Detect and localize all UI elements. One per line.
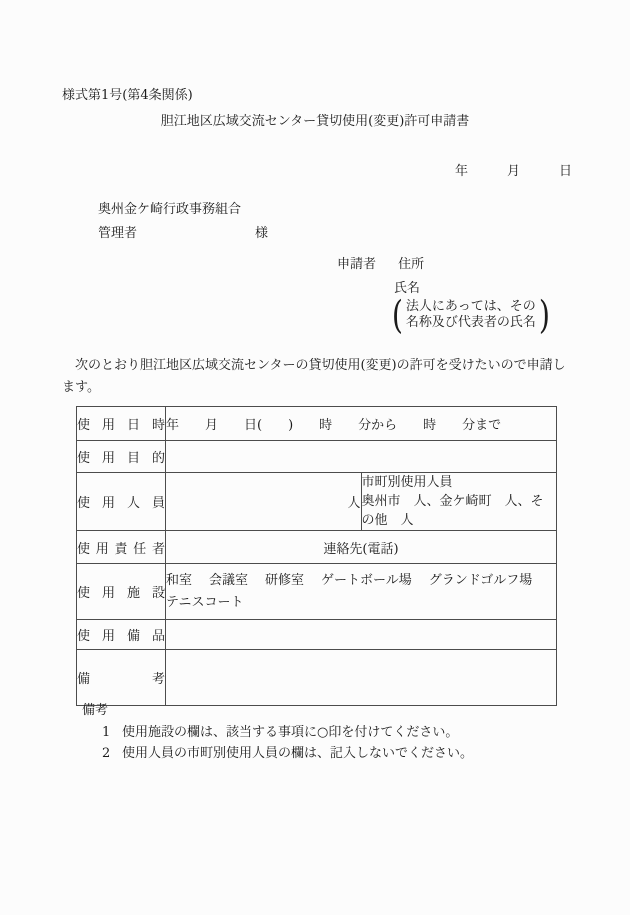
table-row-attendees [77, 473, 557, 531]
table-row-equipment [77, 620, 557, 650]
addressee-role: 管理者 [98, 226, 138, 241]
applicant-address-label: 住所 [398, 257, 425, 272]
row-label-responsible: 使用責任者 [77, 531, 166, 564]
application-table [76, 406, 557, 706]
corporate-note [390, 293, 552, 337]
corporate-note-lines [405, 299, 537, 331]
facility-option-kenshushitsu: 研修室 [265, 573, 305, 588]
addressee-honorific: 様 [254, 226, 268, 241]
row-label-attendees: 使用人員 [77, 473, 166, 531]
table-row-responsible [77, 531, 557, 564]
note-number-2: 2 [102, 746, 111, 761]
row-value-responsible: 連絡先(電話) [166, 531, 557, 564]
facilities-options [166, 571, 556, 612]
facility-option-gateball: ゲートボール場 [321, 573, 412, 588]
row-value-remarks [166, 650, 557, 706]
row-value-purpose [166, 441, 557, 473]
table-row-remarks [77, 650, 557, 706]
note-text-2: 使用人員の市町別使用人員の欄は、記入しないでください。 [122, 746, 474, 761]
row-value-equipment [166, 620, 557, 650]
request-statement: 次のとおり胆江地区広域交流センターの貸切使用(変更)の許可を受けたいので申請します。 [62, 358, 566, 395]
row-value-facilities [166, 564, 557, 620]
applicant-block [337, 253, 552, 337]
table-row-purpose [77, 441, 557, 473]
attendees-count-cell: 人 [166, 473, 362, 531]
row-label-purpose: 使用目的 [77, 441, 166, 473]
applicant-address-row [337, 253, 552, 272]
open-paren: ( [391, 293, 403, 337]
row-label-remarks: 備考 [77, 650, 166, 706]
applicant-name-label: 氏名 [394, 281, 421, 296]
notes-heading: 備考 [82, 703, 109, 718]
note-item-1 [102, 722, 473, 744]
corporate-note-line2: 名称及び代表者の氏名 [405, 315, 536, 330]
document-title: 胆江地区広域交流センター貸切使用(変更)許可申請書 [160, 114, 470, 129]
note-number-1: 1 [102, 724, 111, 740]
note-item-2 [102, 743, 473, 765]
form-number: 様式第1号(第4条関係) [62, 88, 193, 103]
footer-notes [82, 700, 473, 765]
addressee-role-row [98, 222, 268, 246]
row-label-datetime: 使用日時 [77, 407, 166, 441]
facility-option-washitsu: 和室 [166, 573, 193, 588]
table-row-facilities [77, 564, 557, 620]
attendees-breakdown-detail: 奥州市 人、金ケ崎町 人、その他 人 [361, 494, 544, 528]
note-text-1: 使用施設の欄は、該当する事項に○印を付けてください。 [122, 724, 459, 740]
table-row-datetime [77, 407, 557, 441]
close-paren: ) [538, 293, 550, 337]
date-line: 年 月 日 [455, 164, 573, 179]
attendees-breakdown-title: 市町別使用人員 [361, 475, 453, 490]
row-label-equipment: 使用備品 [77, 620, 166, 650]
row-label-facilities: 使用施設 [77, 564, 166, 620]
attendees-breakdown-cell [361, 473, 557, 531]
corporate-note-line1: 法人にあっては、その [405, 299, 536, 314]
applicant-label: 申請者 [337, 257, 377, 272]
facility-option-groundgolf: グランドゴルフ場 [428, 573, 533, 588]
addressee-block [98, 198, 268, 246]
addressee-organization: 奥州金ケ崎行政事務組合 [98, 202, 242, 217]
facility-option-tennis: テニスコート [166, 595, 244, 610]
row-value-datetime: 年 月 日( ) 時 分から 時 分まで [166, 407, 557, 441]
facility-option-kaigishitsu: 会議室 [209, 573, 249, 588]
